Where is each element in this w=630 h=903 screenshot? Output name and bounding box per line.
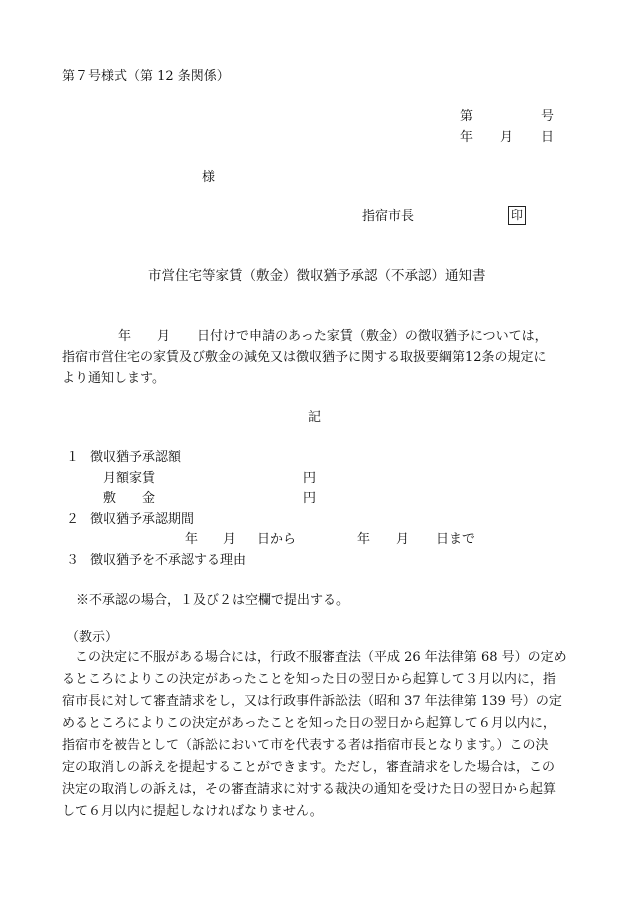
intro-line-2: 指宿市営住宅の家賃及び敷金の減免又は徴収猶予に関する取扱要綱第12条の規定に [62,350,547,365]
instruction-line: この決定に不服がある場合には，行政不服審査法（平成 26 年法律第 68 号）の定め [75,650,567,665]
deposit-unit: 円 [303,491,317,506]
seal-mark: 印 [508,206,526,225]
item-3-label: 徴収猶予を不承認する理由 [90,553,247,568]
recipient-honorific: 様 [202,170,216,185]
instruction-heading: （教示） [66,630,119,645]
rent-unit: 円 [303,471,317,486]
item-2-label: 徴収猶予承認期間 [90,512,195,527]
instruction-line: 指宿市を被告として（訴訟において市を代表する者は指宿市長となります。）この決 [62,738,549,753]
intro-line-1: 日付けで申請のあった家賃（敷金）の徴収猶予については， [197,329,548,344]
instruction-line: 決定の取消しの訴えは，その審査請求に対する裁決の通知を受けた日の翌日から起算 [62,782,557,797]
item-2-number: ２ [66,512,80,527]
date-day-label: 日 [541,130,555,145]
document-number-prefix: 第 [460,109,474,124]
instruction-body [62,647,577,823]
deposit-label: 敷 金 [103,491,156,506]
ki-heading: 記 [308,410,322,425]
instruction-line: めるところによりこの決定があったことを知った日の翌日から起算して６月以内に， [62,716,556,731]
document-number-suffix: 号 [541,109,555,124]
period-from-year: 年 [185,532,199,547]
period-to-day: 日まで [436,532,476,547]
period-from-month: 月 [223,532,237,547]
date-year-label: 年 [460,130,474,145]
instruction-line: るところによりこの決定があったことを知った日の翌日から起算して３月以内に，指 [62,672,556,687]
issuer-name: 指宿市長 [362,209,415,224]
rent-label: 月額家賃 [103,471,156,486]
instruction-line: して６月以内に提起しなければなりません。 [62,804,323,819]
intro-year-label: 年 [118,329,132,344]
document-title: 市営住宅等家賃（敷金）徴収猶予承認（不承認）通知書 [148,268,486,284]
intro-month-label: 月 [157,329,171,344]
period-to-year: 年 [357,532,371,547]
item-3-number: ３ [66,553,80,568]
item-1-number: １ [66,450,80,465]
period-from-day: 日から [257,532,297,547]
instruction-line: 定の取消しの訴えを提起することができます。ただし，審査請求をした場合は，この [62,760,555,775]
instruction-line: 宿市長に対して審査請求をし，又は行政事件訴訟法（昭和 37 年法律第 139 号）の定 [62,694,562,709]
disapproval-note: ※不承認の場合，１及び２は空欄で提出する。 [76,593,350,608]
form-number: 第７号様式（第 12 条関係） [62,69,230,84]
date-month-label: 月 [500,130,514,145]
intro-line-3: より通知します。 [62,371,165,386]
item-1-label: 徴収猶予承認額 [90,450,182,465]
period-to-month: 月 [396,532,410,547]
